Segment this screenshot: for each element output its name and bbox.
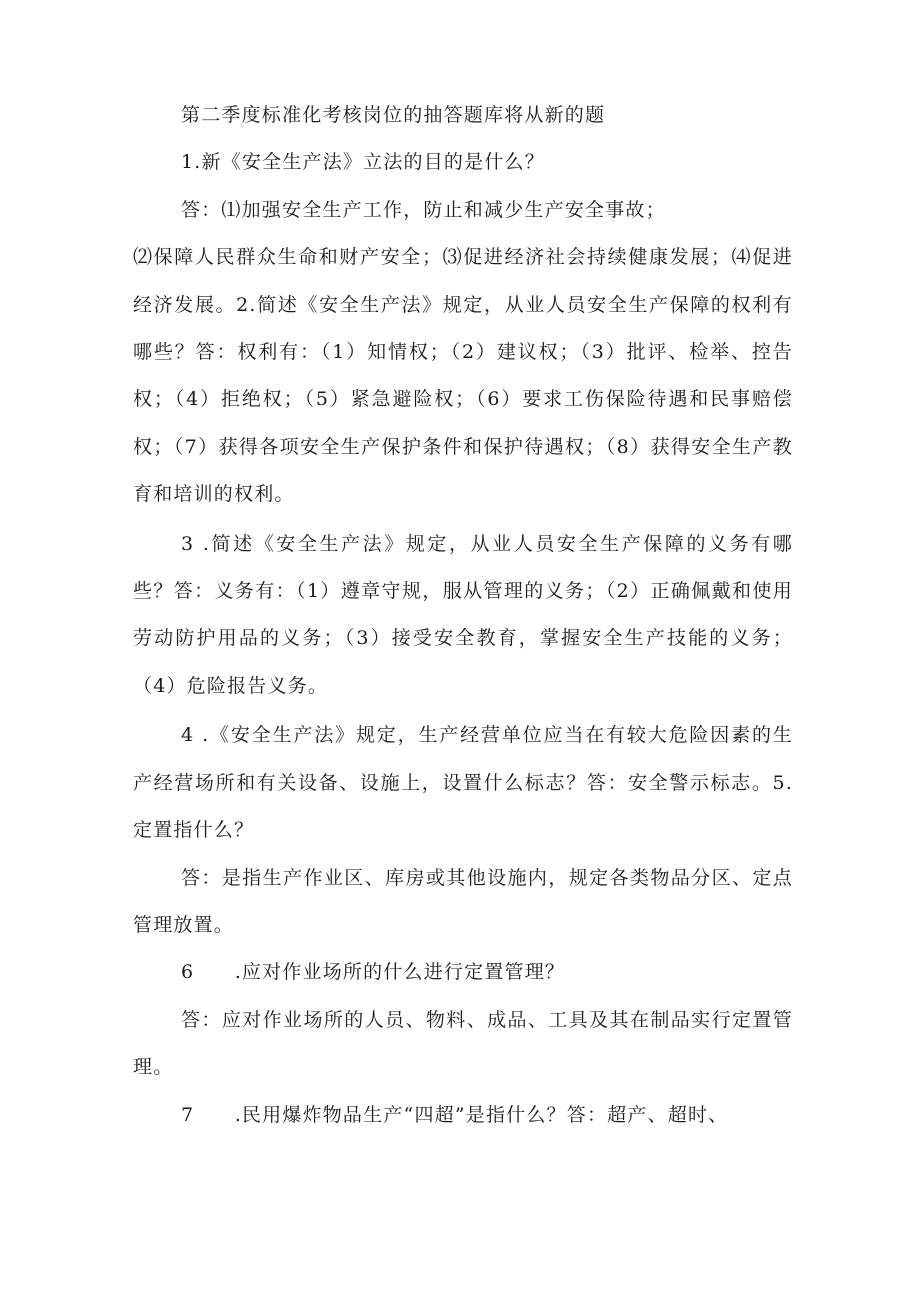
answer-1-line-1: 答：⑴加强安全生产工作，防止和减少生产安全事故； (181, 198, 666, 221)
question-6: 6 .应对作业场所的什么进行定置管理？ (181, 961, 566, 984)
answer-6: 答：应对作业场所的人员、物料、成品、工具及其在制品实行定置管理。 (133, 1008, 793, 1079)
document-body (133, 92, 793, 1139)
question-7: 7 .民用爆炸物品生产“四超”是指什么？答：超产、超时、 (181, 1103, 729, 1126)
question-3: 3 .简述《安全生产法》规定，从业人员安全生产保障的义务有哪些？答：义务有：（1）遵章守规，服从管理的义务；（2）正确佩戴和使用劳动防护用品的义务；（3）接受安全教育，掌握安全生产技能的义务；（4）危险报告义务。 (133, 532, 793, 697)
intro-line: 第二季度标准化考核岗位的抽答题库将从新的题 (181, 104, 606, 126)
answer-5: 答：是指生产作业区、库房或其他设施内，规定各类物品分区、定点管理放置。 (133, 866, 793, 936)
answer-1-continued-and-question-2: ⑵保障人民群众生命和财产安全；⑶促进经济社会持续健康发展；⑷促进经济发展。2.简述《安全生产法》规定，从业人员安全生产保障的权利有哪些？答：权利有：（1）知情权；（2）建议权；（3）批评、检举、控告权；（4）拒绝权；（5）紧急避险权；（6）要求工伤保险待遇和民事赔偿权；（7）获得各项安全生产保护条件和保护待遇权；（8）获得安全生产教育和培训的权利。 (133, 246, 793, 506)
question-4-and-5: 4 .《安全生产法》规定，生产经营单位应当在有较大危险因素的生产经营场所和有关设备、设施上，设置什么标志？答：安全警示标志。5.定置指什么？ (133, 724, 793, 842)
question-1: 1.新《安全生产法》立法的目的是什么？ (181, 151, 545, 174)
